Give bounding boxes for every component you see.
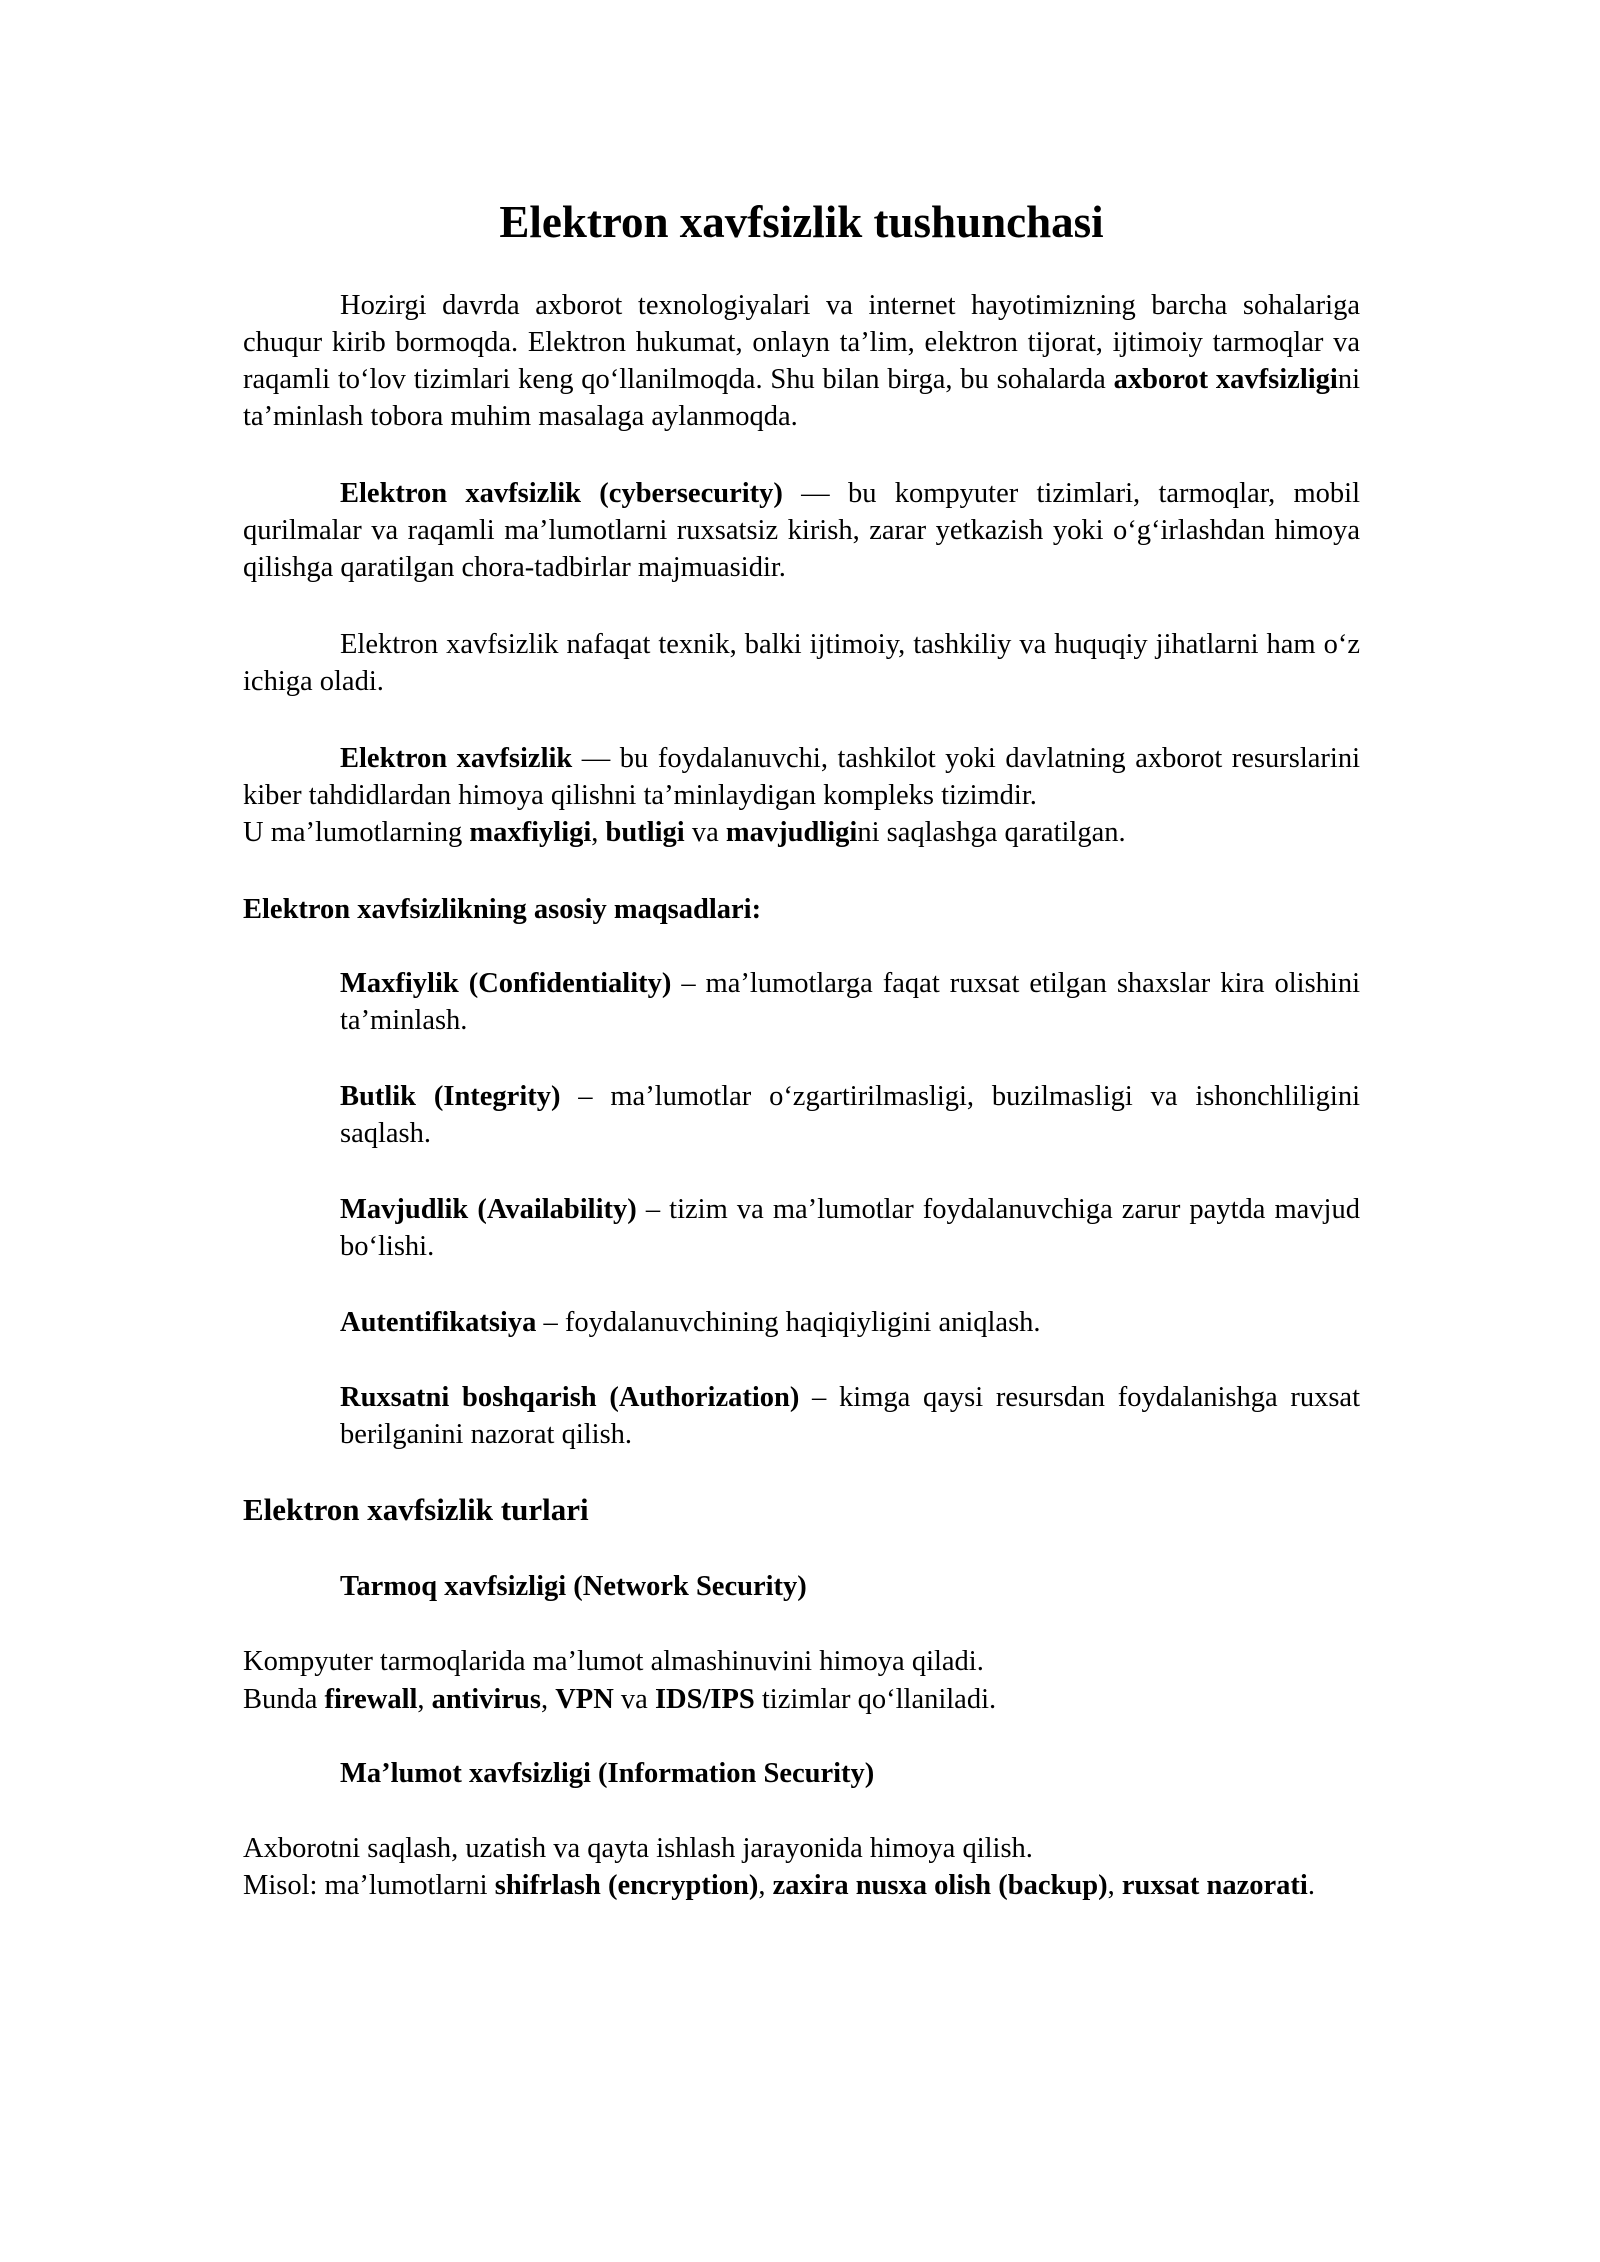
goal-item [340, 1304, 1360, 1341]
intro-tail: ni ta’minlash tobora muhim masalaga aylanmoqda. [243, 364, 1361, 432]
information-security-heading: Ma’lumot xavfsizligi (Information Security) [340, 1758, 875, 1789]
goal-term: Mavjudlik (Availability) [340, 1194, 637, 1225]
network-term-ids-ips: IDS/IPS [654, 1684, 755, 1715]
goal-desc: – ma’lumotlarga faqat ruxsat etilgan shaxslar kira olishini ta’minlash. [340, 968, 1360, 1036]
network-sep: va [613, 1684, 655, 1715]
information-term-backup: zaxira nusxa olish (backup) [772, 1870, 1108, 1901]
system-term-integrity: butligi [605, 817, 685, 848]
network-pre: Bunda [243, 1684, 325, 1715]
network-term-vpn: VPN [555, 1684, 614, 1715]
system-term-availability: mavjudligi [725, 817, 858, 848]
goal-desc: – kimga qaysi resursdan foydalanishga ruxsat berilganini nazorat qilish. [340, 1382, 1360, 1450]
types-heading: Elektron xavfsizlik turlari [243, 1492, 589, 1527]
goal-term: Butlik (Integrity) [340, 1081, 561, 1112]
goals-heading: Elektron xavfsizlikning asosiy maqsadlari: [243, 894, 762, 925]
network-security-heading: Tarmoq xavfsizligi (Network Security) [340, 1571, 807, 1602]
system-properties-line [243, 814, 1360, 851]
network-security-line-2 [243, 1681, 1360, 1718]
goal-term: Ruxsatni boshqarish (Authorization) [340, 1382, 800, 1413]
goal-item [340, 1191, 1360, 1265]
information-term-access-control: ruxsat nazorati [1121, 1870, 1308, 1901]
goal-desc: – ma’lumotlar o‘zgartirilmasligi, buzilmasligi va ishonchliligini saqlash. [340, 1081, 1360, 1149]
definition-text: — bu kompyuter tizimlari, tarmoqlar, mobil qurilmalar va raqamli ma’lumotlarni ruxsatsiz kirish, zarar yetkazish yoki o‘g‘irlashdan himoya qilishga qaratilgan chora-tadbirlar majmuasidir. [243, 478, 1360, 583]
goal-item [340, 1078, 1360, 1152]
network-sep: , [540, 1684, 556, 1715]
system-line2-tail: ni saqlashga qaratilgan. [857, 817, 1126, 848]
intro-paragraph [243, 287, 1360, 435]
goal-term: Maxfiylik (Confidentiality) [340, 968, 672, 999]
definition-term: Elektron xavfsizlik (cybersecurity) [340, 478, 783, 509]
goal-item [340, 965, 1360, 1039]
goal-item [340, 1379, 1360, 1453]
information-term-encryption: shifrlash (encryption) [494, 1870, 759, 1901]
system-term-confidentiality: maxfiyligi [469, 817, 592, 848]
scope-paragraph: Elektron xavfsizlik nafaqat texnik, balki ijtimoiy, tashkiliy va huquqiy jihatlarni ham o‘z ichiga oladi. [243, 629, 1360, 697]
information-security-line-1: Axborotni saqlash, uzatish va qayta ishlash jarayonida himoya qilish. [243, 1833, 1033, 1864]
network-security-line-1: Kompyuter tarmoqlarida ma’lumot almashinuvini himoya qiladi. [243, 1646, 984, 1677]
information-pre: Misol: ma’lumotlarni [243, 1870, 495, 1901]
system-sep-2: va [684, 817, 726, 848]
network-term-firewall: firewall [324, 1684, 418, 1715]
system-term: Elektron xavfsizlik [340, 743, 573, 774]
system-text: — bu foydalanuvchi, tashkilot yoki davlatning axborot resurslarini kiber tahdidlardan himoya qilishni ta’minlaydigan kompleks tizimdir. [243, 743, 1360, 811]
goal-desc: – foydalanuvchining haqiqiyligini aniqlash. [536, 1307, 1041, 1338]
goal-desc: – tizim va ma’lumotlar foydalanuvchiga zarur paytda mavjud bo‘lishi. [340, 1194, 1360, 1262]
system-paragraph [243, 740, 1360, 814]
network-tail: tizimlar qo‘llaniladi. [754, 1684, 997, 1715]
system-line2-pre: U ma’lumotlarning [243, 817, 470, 848]
information-tail: . [1307, 1870, 1315, 1901]
information-security-line-2 [243, 1867, 1360, 1904]
intro-lead: Hozirgi davrda axborot texnologiyalari va internet hayotimizning barcha sohalariga chuqur kirib bormoqda. Elektron hukumat, onlayn ta’lim, elektron tijorat, ijtimoiy tarmoqlar va raqamli to‘lov tizimlari keng qo‘llanilmoqda. Shu bilan birga, bu sohalarda [243, 290, 1360, 395]
definition-paragraph [243, 475, 1360, 586]
system-sep-1: , [591, 817, 606, 848]
network-sep: , [417, 1684, 432, 1715]
intro-bold-term: axborot xavfsizligi [1113, 364, 1338, 395]
goal-term: Autentifikatsiya [340, 1307, 537, 1338]
information-sep: , [758, 1870, 773, 1901]
information-sep: , [1107, 1870, 1122, 1901]
document-title: Elektron xavfsizlik tushunchasi [499, 197, 1104, 247]
network-term-antivirus: antivirus [431, 1684, 541, 1715]
